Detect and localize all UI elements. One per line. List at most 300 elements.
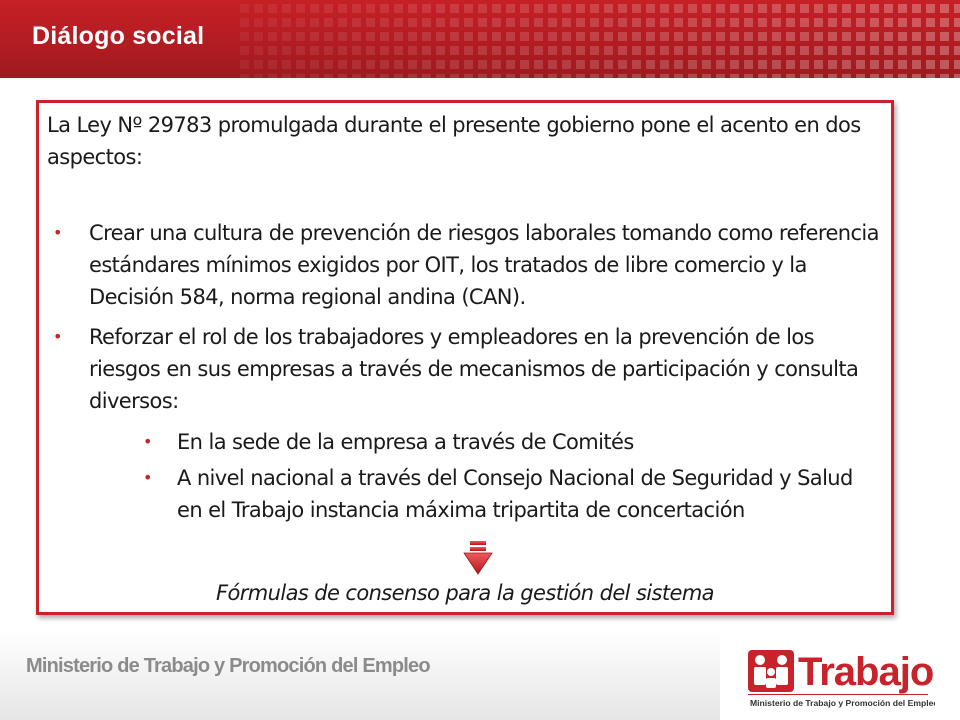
header-pattern-square <box>324 60 333 69</box>
header-pattern-square <box>436 18 445 27</box>
header-pattern-square <box>912 60 921 69</box>
header-pattern-square <box>702 46 711 55</box>
header-pattern-square <box>380 18 389 27</box>
header-pattern-square <box>814 32 823 41</box>
header-pattern-square <box>324 46 333 55</box>
header-pattern-square <box>338 18 347 27</box>
header-pattern-square <box>604 4 613 13</box>
header-pattern-square <box>282 74 291 78</box>
header-pattern-square <box>632 74 641 78</box>
header-pattern-square <box>646 74 655 78</box>
header-pattern-square <box>380 4 389 13</box>
header-pattern-square <box>730 46 739 55</box>
header-pattern-square <box>366 18 375 27</box>
header-pattern-square <box>758 74 767 78</box>
header-pattern-square <box>254 74 263 78</box>
header-pattern-square <box>604 18 613 27</box>
header-pattern-square <box>870 4 879 13</box>
header-pattern-square <box>856 46 865 55</box>
header-pattern-square <box>450 32 459 41</box>
header-pattern-square <box>352 32 361 41</box>
header-pattern-square <box>660 74 669 78</box>
header-pattern-square <box>268 18 277 27</box>
header-pattern-square <box>562 32 571 41</box>
header-pattern-square <box>758 18 767 27</box>
header-pattern-square <box>702 74 711 78</box>
header-pattern-square <box>842 18 851 27</box>
header-pattern-square <box>576 18 585 27</box>
header-pattern-square <box>730 18 739 27</box>
header-pattern-square <box>926 32 935 41</box>
header-pattern-square <box>758 32 767 41</box>
header-pattern-square <box>464 32 473 41</box>
header-pattern-square <box>464 46 473 55</box>
header-pattern-square <box>576 32 585 41</box>
header-pattern-square <box>450 4 459 13</box>
header-pattern-square <box>282 46 291 55</box>
header-pattern-square <box>758 60 767 69</box>
header-pattern-square <box>814 18 823 27</box>
header-pattern-square <box>380 60 389 69</box>
header-pattern-square <box>436 46 445 55</box>
header-pattern-square <box>800 4 809 13</box>
header-pattern-square <box>310 18 319 27</box>
header-pattern-square <box>324 4 333 13</box>
header-pattern-square <box>394 18 403 27</box>
header-pattern-square <box>492 4 501 13</box>
sub-bullet-item-2: A nivel nacional a través del Consejo Nacional de Seguridad y Salud en el Trabajo instancia máxima tripartita de concertación <box>177 466 853 522</box>
header-pattern-square <box>940 60 949 69</box>
header-pattern-square <box>856 60 865 69</box>
header-pattern-square <box>492 18 501 27</box>
header-pattern-square <box>492 74 501 78</box>
header-pattern-square <box>786 60 795 69</box>
header-pattern-square <box>786 46 795 55</box>
header-pattern-square <box>604 32 613 41</box>
header-pattern-square <box>590 32 599 41</box>
header-pattern-square <box>352 18 361 27</box>
header-pattern-square <box>282 4 291 13</box>
header-pattern-square <box>352 74 361 78</box>
header-pattern-square <box>520 4 529 13</box>
header-pattern-square <box>618 32 627 41</box>
header-pattern-square <box>268 74 277 78</box>
header-pattern-square <box>310 4 319 13</box>
header-pattern-square <box>674 46 683 55</box>
header-pattern-square <box>366 60 375 69</box>
header-pattern-square <box>394 60 403 69</box>
header-pattern-square <box>884 4 893 13</box>
header-pattern-square <box>744 46 753 55</box>
header-pattern-square <box>800 74 809 78</box>
header-pattern-square <box>884 60 893 69</box>
ministry-footer-text: Ministerio de Trabajo y Promoción del Empleo <box>26 655 430 677</box>
bullet-item-2: Reforzar el rol de los trabajadores y empleadores en la prevención de los riesgos en sus empresas a través de mecanismos de participación y consulta diversos: <box>89 325 859 413</box>
header-pattern-square <box>772 32 781 41</box>
header-pattern-square <box>674 32 683 41</box>
header-pattern-square <box>338 74 347 78</box>
header-pattern-square <box>772 74 781 78</box>
header-pattern-square <box>310 60 319 69</box>
header-pattern-square <box>408 4 417 13</box>
header-pattern-square <box>632 46 641 55</box>
header-pattern-square <box>296 46 305 55</box>
header-pattern-square <box>366 4 375 13</box>
header-pattern-square <box>562 46 571 55</box>
header-pattern-square <box>296 32 305 41</box>
header-pattern-square <box>828 74 837 78</box>
header-pattern-square <box>800 60 809 69</box>
header-pattern-square <box>898 4 907 13</box>
header-pattern-square <box>674 18 683 27</box>
header-pattern-square <box>912 4 921 13</box>
header-pattern-square <box>310 46 319 55</box>
header-pattern-square <box>576 4 585 13</box>
header-pattern-square <box>366 46 375 55</box>
header-pattern-square <box>562 18 571 27</box>
header-pattern-square <box>408 74 417 78</box>
header-pattern-square <box>884 18 893 27</box>
header-pattern-square <box>324 32 333 41</box>
header-pattern-square <box>856 32 865 41</box>
header-pattern-square <box>408 18 417 27</box>
header-pattern-square <box>254 4 263 13</box>
header-pattern-square <box>856 74 865 78</box>
header-pattern-square <box>926 4 935 13</box>
header-pattern-square <box>884 46 893 55</box>
header-pattern-square <box>940 32 949 41</box>
header-pattern-square <box>576 46 585 55</box>
header-pattern-square <box>674 60 683 69</box>
header-pattern-square <box>898 74 907 78</box>
header-pattern-square <box>632 60 641 69</box>
bullet-item-1: Crear una cultura de prevención de riesgos laborales tomando como referencia estándares mínimos exigidos por OIT, los tratados de libre comercio y la Decisión 584, norma regional andina (CAN). <box>89 221 879 309</box>
header-pattern-square <box>940 4 949 13</box>
header-pattern-square <box>450 74 459 78</box>
header-pattern-square <box>618 18 627 27</box>
header-pattern-square <box>786 18 795 27</box>
header-pattern-square <box>912 32 921 41</box>
header-pattern-square <box>912 18 921 27</box>
header-pattern-square <box>282 32 291 41</box>
header-pattern-square <box>310 32 319 41</box>
header-pattern-square <box>240 46 249 55</box>
header-pattern-square <box>870 46 879 55</box>
header-pattern-square <box>534 32 543 41</box>
header-pattern-square <box>632 18 641 27</box>
header-pattern-square <box>296 4 305 13</box>
header-pattern-square <box>702 18 711 27</box>
header-pattern-square <box>898 18 907 27</box>
header-pattern-square <box>562 60 571 69</box>
header-pattern-square <box>576 74 585 78</box>
down-arrow-icon <box>463 540 493 576</box>
header-pattern-square <box>338 4 347 13</box>
header-pattern-square <box>632 32 641 41</box>
header-pattern-square <box>702 4 711 13</box>
header-pattern-square <box>842 60 851 69</box>
header-pattern-square <box>380 74 389 78</box>
header-pattern-square <box>282 18 291 27</box>
header-pattern-square <box>646 46 655 55</box>
header-pattern-square <box>688 74 697 78</box>
conclusion-text: Fórmulas de consenso para la gestión del sistema <box>216 581 714 605</box>
header-pattern-square <box>660 18 669 27</box>
sub-bullet-dot-icon: • <box>143 432 153 451</box>
header-pattern-square <box>240 60 249 69</box>
header-pattern-square <box>828 46 837 55</box>
header-pattern-square <box>506 32 515 41</box>
header-pattern-square <box>436 74 445 78</box>
header-pattern-square <box>954 32 960 41</box>
header-pattern-square <box>856 18 865 27</box>
header-pattern-square <box>660 32 669 41</box>
header-pattern-square <box>772 60 781 69</box>
header-pattern-square <box>828 18 837 27</box>
header-pattern-square <box>366 74 375 78</box>
header-pattern-square <box>450 46 459 55</box>
sub-bullet-dot-icon: • <box>143 468 153 487</box>
header-pattern-square <box>786 74 795 78</box>
header-pattern-square <box>618 4 627 13</box>
header-pattern-square <box>548 60 557 69</box>
header-pattern-square <box>716 46 725 55</box>
header-pattern-square <box>296 74 305 78</box>
header-pattern-square <box>548 46 557 55</box>
header-pattern-square <box>590 46 599 55</box>
header-pattern-square <box>842 74 851 78</box>
header-pattern-square <box>744 18 753 27</box>
header-pattern-square <box>352 60 361 69</box>
header-pattern-square <box>506 60 515 69</box>
header-pattern-square <box>562 74 571 78</box>
content-box <box>36 100 894 615</box>
header-pattern-square <box>254 32 263 41</box>
header-pattern-square <box>716 18 725 27</box>
header-pattern-square <box>870 74 879 78</box>
header-pattern-square <box>618 74 627 78</box>
header-pattern-square <box>716 32 725 41</box>
header-pattern-square <box>352 46 361 55</box>
header-pattern-square <box>394 74 403 78</box>
header-pattern-square <box>520 18 529 27</box>
header-pattern-square <box>422 60 431 69</box>
header-pattern-square <box>688 60 697 69</box>
header-pattern-square <box>884 74 893 78</box>
header-pattern-square <box>786 32 795 41</box>
header-pattern-square <box>478 46 487 55</box>
header-pattern-square <box>506 18 515 27</box>
header-pattern-square <box>954 60 960 69</box>
header-pattern-square <box>506 46 515 55</box>
header-pattern-square <box>240 74 249 78</box>
header-pattern-square <box>828 4 837 13</box>
header-pattern-square <box>478 60 487 69</box>
header-pattern-square <box>702 60 711 69</box>
header-pattern-square <box>408 32 417 41</box>
header-pattern-square <box>254 60 263 69</box>
header-pattern-square <box>464 60 473 69</box>
header-pattern-square <box>800 18 809 27</box>
header-pattern-square <box>422 74 431 78</box>
header-pattern-square <box>954 4 960 13</box>
header-pattern-square <box>422 18 431 27</box>
header-pattern-square <box>464 18 473 27</box>
header-pattern-square <box>744 60 753 69</box>
header-pattern-square <box>338 46 347 55</box>
header-pattern-square <box>898 46 907 55</box>
header-pattern-square <box>940 18 949 27</box>
header-pattern-square <box>506 4 515 13</box>
header-pattern-square <box>898 60 907 69</box>
header-pattern-square <box>744 74 753 78</box>
header-pattern-square <box>814 74 823 78</box>
header-pattern-square <box>478 4 487 13</box>
header-pattern-square <box>660 60 669 69</box>
header-pattern-square <box>562 4 571 13</box>
header-pattern-square <box>548 4 557 13</box>
header-pattern-square <box>240 4 249 13</box>
header-pattern-square <box>926 60 935 69</box>
header-pattern-square <box>240 18 249 27</box>
header-pattern-square <box>422 4 431 13</box>
header-pattern-square <box>800 32 809 41</box>
header-pattern-square <box>254 46 263 55</box>
header-pattern-square <box>730 4 739 13</box>
header-pattern-square <box>394 46 403 55</box>
header-pattern-square <box>842 46 851 55</box>
header-pattern-square <box>464 4 473 13</box>
header-pattern-square <box>548 74 557 78</box>
header-pattern-square <box>618 60 627 69</box>
header-pattern-square <box>520 32 529 41</box>
header-pattern-square <box>688 18 697 27</box>
header-pattern-square <box>548 32 557 41</box>
header-pattern-square <box>436 60 445 69</box>
header-pattern-square <box>478 32 487 41</box>
header-pattern-square <box>268 46 277 55</box>
header-pattern-square <box>954 74 960 78</box>
header-pattern-square <box>842 4 851 13</box>
header-pattern-square <box>450 18 459 27</box>
header-pattern-square <box>814 4 823 13</box>
header-pattern-square <box>814 60 823 69</box>
header-pattern-square <box>520 60 529 69</box>
header-pattern-square <box>268 32 277 41</box>
header-pattern-square <box>870 60 879 69</box>
header-pattern-square <box>492 60 501 69</box>
header-pattern-square <box>828 32 837 41</box>
sub-bullet-item-1: En la sede de la empresa a través de Comités <box>177 430 634 454</box>
trabajo-logo <box>740 636 935 712</box>
header-pattern-square <box>590 60 599 69</box>
header-pattern-square <box>436 32 445 41</box>
header-pattern-square <box>772 46 781 55</box>
header-pattern-square <box>730 60 739 69</box>
header-pattern-square <box>674 4 683 13</box>
header-pattern-square <box>408 46 417 55</box>
header-pattern-square <box>898 32 907 41</box>
page-title: Diálogo social <box>32 22 205 50</box>
header-pattern-square <box>646 18 655 27</box>
header-pattern-square <box>520 46 529 55</box>
header-pattern-square <box>954 46 960 55</box>
header-pattern-square <box>772 4 781 13</box>
header-pattern-square <box>352 4 361 13</box>
header-pattern-square <box>646 32 655 41</box>
header-pattern-square <box>590 4 599 13</box>
header-pattern-square <box>534 74 543 78</box>
header-pattern-square <box>604 74 613 78</box>
header-pattern-square <box>422 32 431 41</box>
header-pattern-square <box>380 46 389 55</box>
header-pattern-square <box>688 32 697 41</box>
header-pattern-square <box>646 4 655 13</box>
header-pattern-square <box>282 60 291 69</box>
header-pattern-square <box>744 4 753 13</box>
header-pattern-square <box>786 4 795 13</box>
header-pattern-square <box>660 4 669 13</box>
header-pattern-square <box>842 32 851 41</box>
header-pattern-square <box>534 46 543 55</box>
header-pattern-square <box>828 60 837 69</box>
header-pattern-square <box>380 32 389 41</box>
header-pattern-square <box>590 74 599 78</box>
header-pattern-square <box>688 46 697 55</box>
header-pattern-square <box>240 32 249 41</box>
header-pattern-square <box>324 18 333 27</box>
header-pattern-square <box>954 18 960 27</box>
header-pattern-square <box>534 60 543 69</box>
header-pattern-square <box>716 4 725 13</box>
header-pattern-square <box>912 46 921 55</box>
header-pattern-square <box>534 18 543 27</box>
header-pattern-square <box>688 4 697 13</box>
header-pattern-square <box>254 18 263 27</box>
header-pattern-square <box>814 46 823 55</box>
header-pattern-square <box>660 46 669 55</box>
header-pattern-square <box>604 60 613 69</box>
trabajo-logo-icon <box>740 636 935 712</box>
header-pattern-square <box>296 60 305 69</box>
header-pattern-square <box>926 18 935 27</box>
header-pattern-square <box>506 74 515 78</box>
header-pattern-square <box>940 46 949 55</box>
header-pattern-square <box>702 32 711 41</box>
header-pattern-square <box>436 4 445 13</box>
header-pattern-square <box>646 60 655 69</box>
header-pattern-square <box>268 4 277 13</box>
header-pattern-square <box>534 4 543 13</box>
header-pattern-square <box>520 74 529 78</box>
header-pattern-square <box>730 32 739 41</box>
intro-text: La Ley Nº 29783 promulgada durante el presente gobierno pone el acento en dos aspectos: <box>47 113 861 169</box>
logo-subtitle: Ministerio de Trabajo y Promoción del Empleo <box>750 698 935 708</box>
header-pattern-square <box>758 46 767 55</box>
header-pattern-square <box>478 74 487 78</box>
header-pattern-square <box>940 74 949 78</box>
header-pattern-square <box>870 32 879 41</box>
header-pattern-square <box>366 32 375 41</box>
header-pattern-square <box>296 18 305 27</box>
header-pattern-square <box>324 74 333 78</box>
header-pattern-square <box>758 4 767 13</box>
header-pattern-square <box>632 4 641 13</box>
header-pattern-square <box>716 60 725 69</box>
header-pattern-square <box>772 18 781 27</box>
header-pattern-square <box>394 4 403 13</box>
header-pattern-square <box>338 60 347 69</box>
